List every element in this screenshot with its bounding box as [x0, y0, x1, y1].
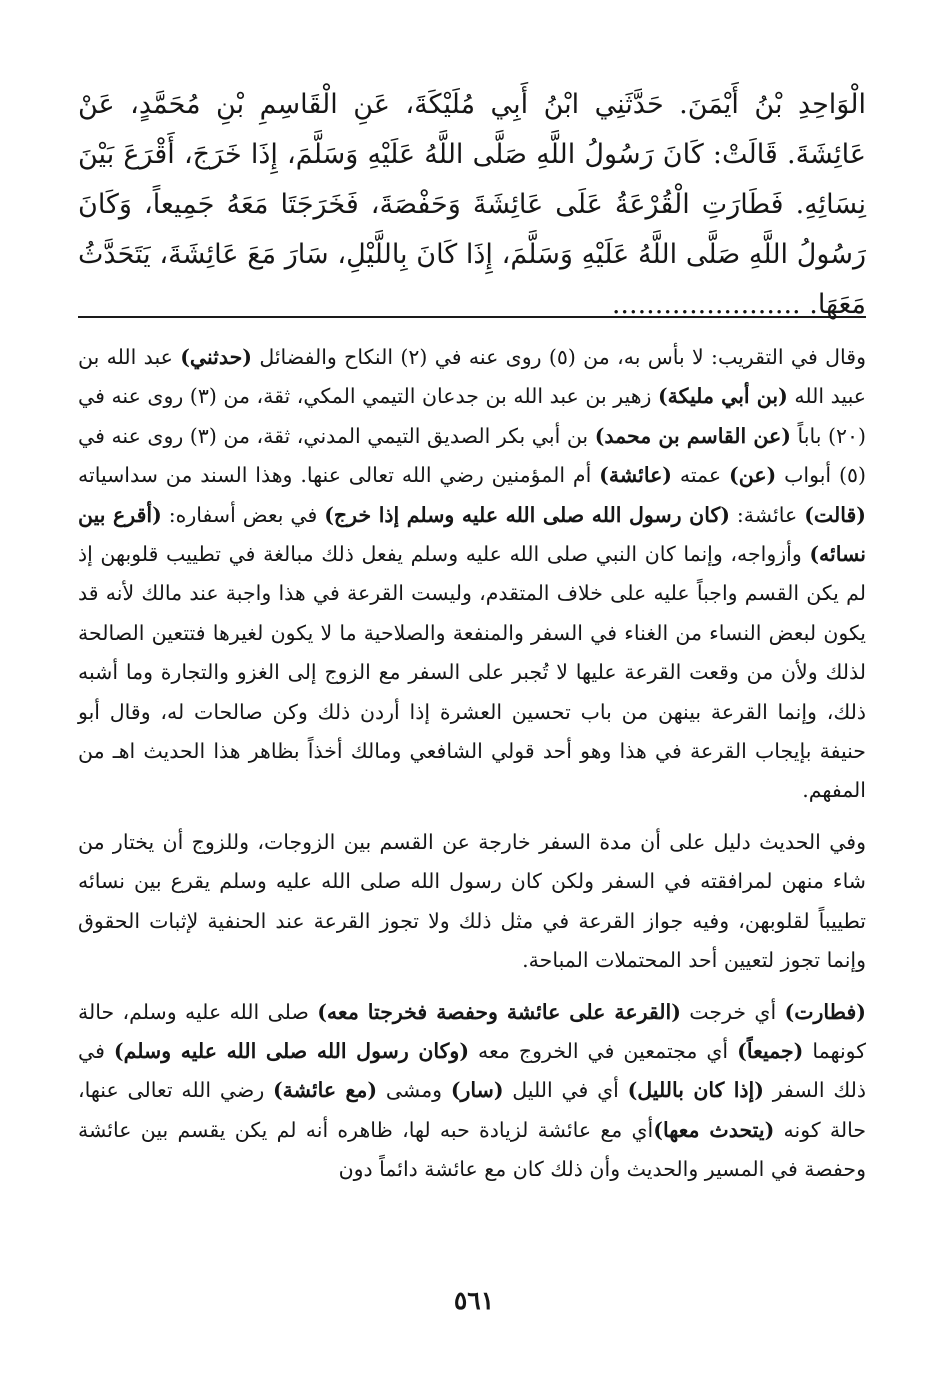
p1-text-9: وأزواجه، وإنما كان النبي صلى الله عليه وسلم يفعل ذلك مبالغة في تطييب قلوبهن إذ لم يكن القسم واجباً عليه على خلاف المتقدم، وليست القرعة في هذا واجبة عند مالك لأنه قد يكون لبعض النساء من الغناء في السفر والمنفعة والصلاحية ما لا يكون لغيرها فتتعين الصالحة لذلك ولأن من وقعت القرعة عليها لا تُجبر على السفر مع الزوج إلى الغزو والتجارة وما أشبه ذلك، وإنما القرعة بينهن من باب تحسين العشرة إذا أردن ذلك وكن صالحات له، وقال أبو حنيفة بإيجاب القرعة في هذا وهو أحد قولي الشافعي ومالك أخذاً بظاهر هذا الحديث اهـ من المفهم. [78, 542, 866, 803]
p3-text-7: رضي الله تعالى عنها، حالة كونه [78, 1078, 866, 1142]
p3-text-4: في ذلك السفر [78, 1038, 866, 1103]
p3-text-1: أي خرجت [680, 999, 785, 1024]
p1-bold-7: (كان رسول الله صلى الله عليه وسلم إذا خرج) [324, 502, 730, 527]
p1-bold-6: (قالت) [804, 502, 867, 527]
p1-text-6: أم المؤمنين رضي الله تعالى عنها. وهذا السند من سداسياته [78, 463, 600, 488]
p1-text-4: بن أبي بكر الصديق التيمي المدني، ثقة، من (٣) روى عنه في (٥) أبواب [78, 423, 866, 488]
p3-text-3: أي مجتمعين في الخروج معه [469, 1038, 738, 1063]
p1-bold-3: (عن القاسم بن محمد) [594, 423, 791, 448]
page-number: ٥٦١ [453, 1286, 495, 1315]
p1-bold-8: (أقرع بين نسائه) [78, 502, 866, 567]
hadith-text-block [78, 80, 866, 320]
p3-bold-4: (وكان رسول الله صلى الله عليه وسلم) [113, 1038, 470, 1063]
p1-bold-5: (عائشة) [599, 463, 673, 488]
p3-bold-6: (سار) [450, 1078, 504, 1103]
p3-text-2: صلى الله عليه وسلم، حالة كونهما [78, 999, 867, 1063]
p3-bold-3: (جميعاً) [737, 1038, 804, 1063]
p3-text-6: ومشى [377, 1078, 451, 1103]
p1-text-3: زهير بن عبد الله بن جدعان التيمي المكي، ثقة، من (٣) روى عنه في (٢٠) باباً [78, 384, 867, 448]
p3-bold-7: (مع عائشة) [272, 1078, 378, 1103]
p3-text-8: أي مع عائشة لزيادة حبه لها، ظاهره أنه لم يكن يقسم بين عائشة وحفصة في المسير والحديث وأن ذلك كان مع عائشة دائماً دون [78, 1117, 866, 1182]
p3-bold-5: (إذا كان بالليل) [627, 1078, 764, 1103]
p1-bold-2: (بن أبي مليكة) [657, 384, 788, 409]
p1-text-1: وقال في التقريب: لا بأس به، من (٥) روى عنه في (٢) النكاح والفضائل [252, 345, 866, 369]
p3-bold-1: (فطارت) [784, 999, 866, 1024]
p1-text-7: عائشة: [729, 502, 805, 527]
p3-bold-8: (يتحدث معها) [653, 1117, 775, 1142]
hadith-ellipsis: ...................... [611, 289, 801, 320]
p1-text-2: عبد الله بن عبيد الله [78, 345, 866, 409]
commentary-paragraph-2: وفي الحديث دليل على أن مدة السفر خارجة عن القسم بين الزوجات، وللزوج أن يختار من شاء منهن لمرافقته في السفر ولكن كان رسول الله صلى الله عليه وسلم يقرع بين نسائه تطييباً لقلوبهن، وفيه جواز القرعة في مثل ذلك ولا تجوز القرعة عند الحنفية لإثبات الحقوق وإنما تجوز لتعيين أحد المحتملات المباحة. [78, 829, 866, 973]
p3-text-5: أي في الليل [503, 1078, 628, 1103]
p1-text-5: عمته [672, 463, 730, 488]
commentary-paragraph-3 [78, 993, 866, 1190]
p1-text-8: في بعض أسفاره: [161, 502, 325, 527]
p3-bold-2: (القرعة على عائشة وحفصة فخرجتا معه) [317, 999, 681, 1024]
p1-bold-1: (حدثني) [180, 345, 252, 369]
p1-bold-4: (عن) [729, 463, 777, 488]
hadith-text: الْوَاحِدِ بْنُ أَيْمَنَ. حَدَّثَنِي ابْنُ أَبِي مُلَيْكَةَ، عَنِ الْقَاسِمِ بْنِ مُحَمَّدٍ، عَنْ عَائِشَةَ. قَالَتْ: كَانَ رَسُولُ اللَّهِ صَلَّى اللَّهُ عَلَيْهِ وَسَلَّمَ، إِذَا خَرَجَ، أَقْرَعَ بَيْنَ نِسَائِهِ. فَطَارَتِ الْقُرْعَةُ عَلَى عَائِشَةَ وَحَفْصَةَ، فَخَرَجَتَا مَعَهُ جَمِيعاً، وَكَانَ رَسُولُ اللَّهِ صَلَّى اللَّهُ عَلَيْهِ وَسَلَّمَ، إِذَا كَانَ بِاللَّيْلِ، سَارَ مَعَ عَائِشَةَ، يَتَحَدَّثُ مَعَهَا. [78, 89, 866, 320]
commentary-paragraph-1 [78, 338, 866, 811]
commentary-section [78, 338, 866, 1190]
